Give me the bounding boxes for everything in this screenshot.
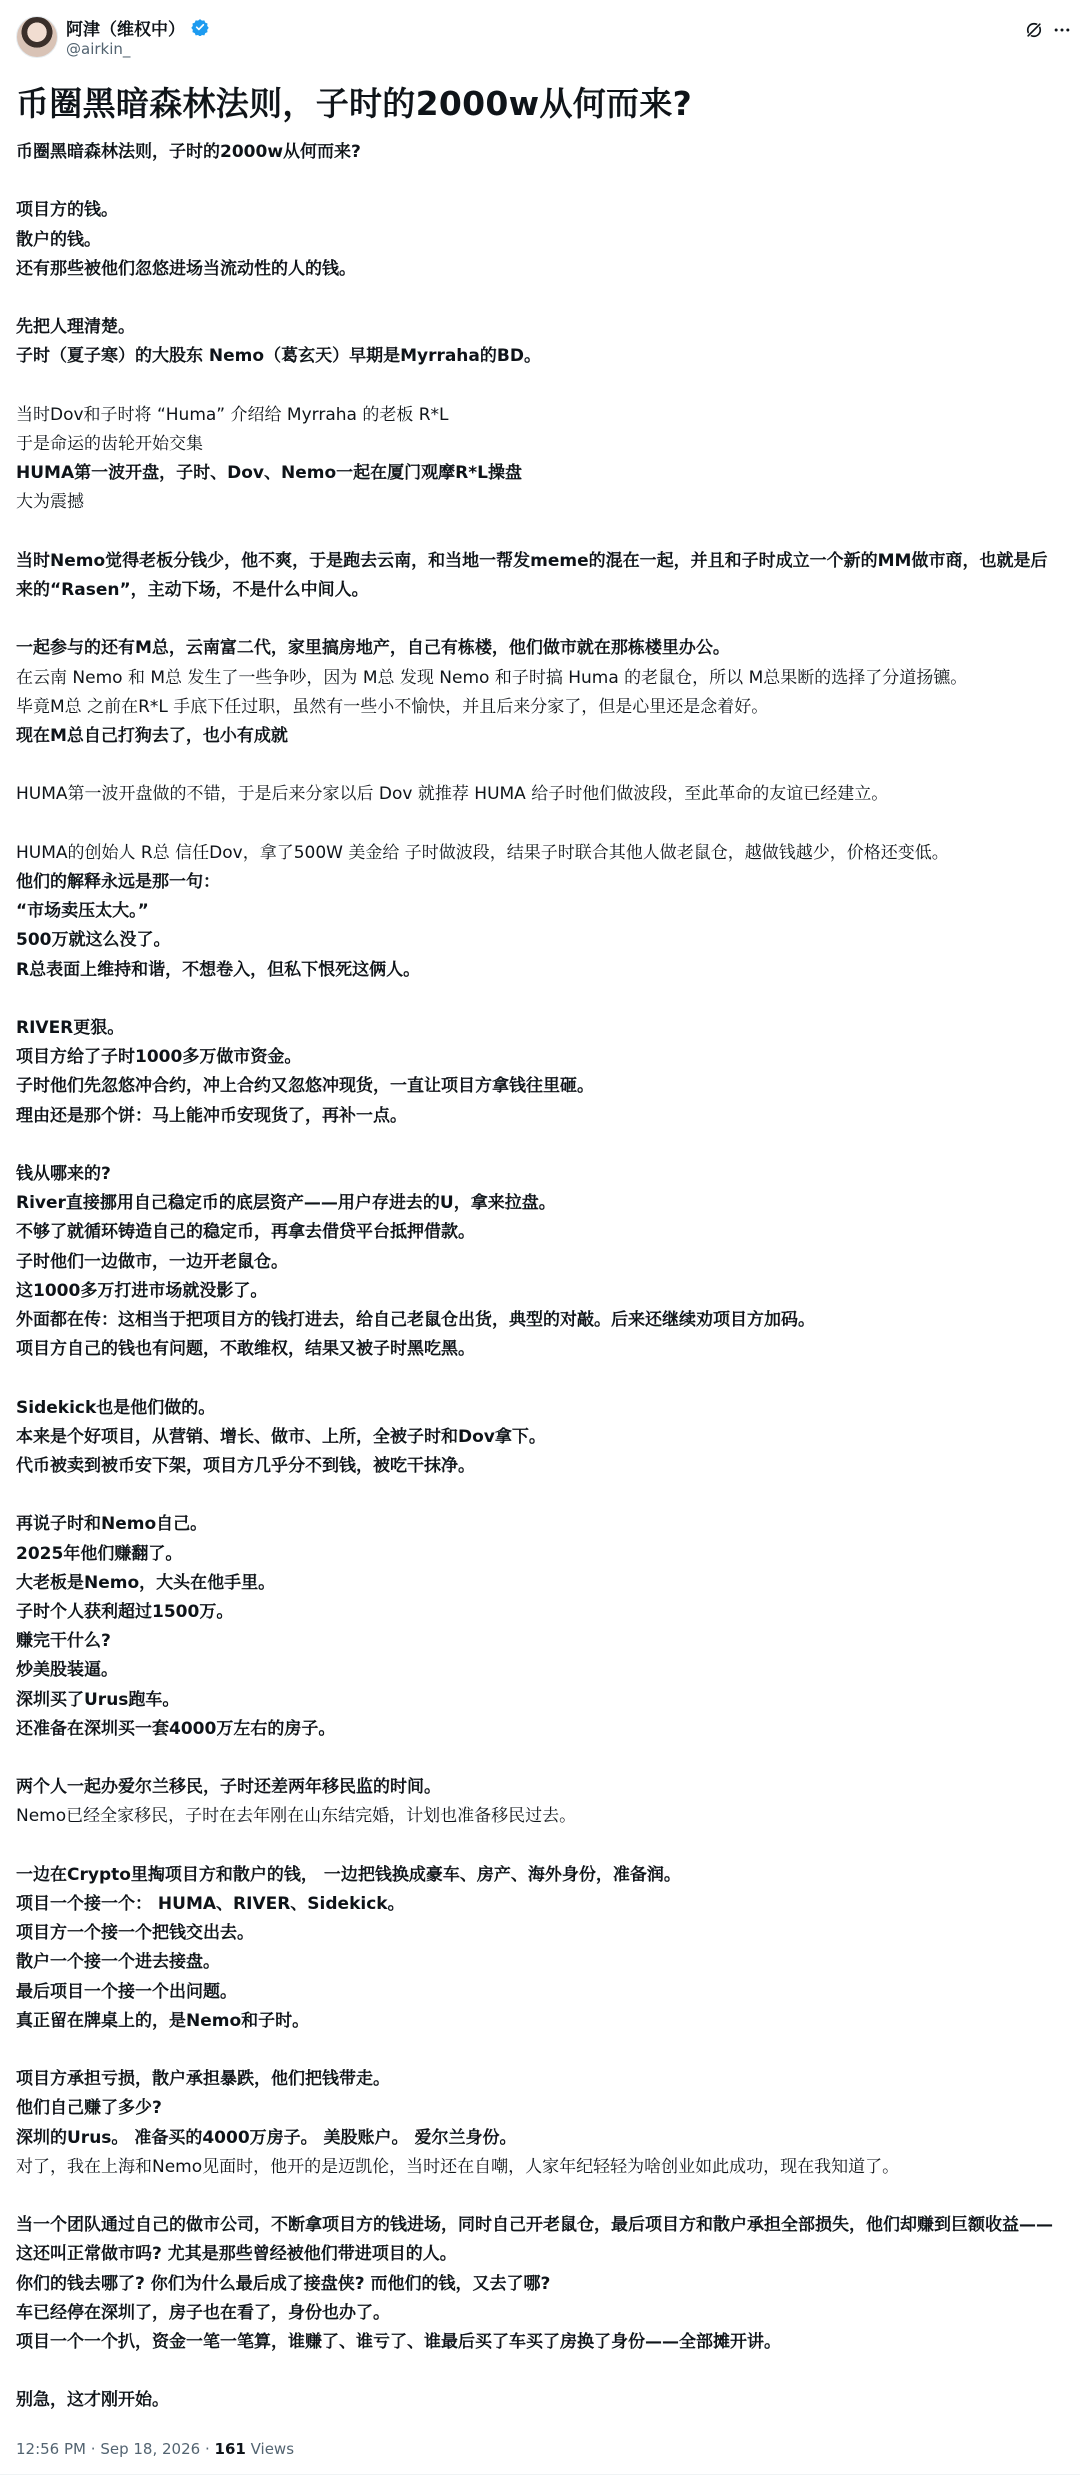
grok-glyph-icon (1024, 20, 1044, 40)
article-line: 钱从哪来的? (16, 1163, 111, 1184)
article-line: 真正留在牌桌上的，是Nemo和子时。 (16, 2010, 310, 2031)
article-line: 当时Nemo觉得老板分钱少，他不爽，于是跑去云南，和当地一帮发meme的混在一起，并且和子时成立一个新的MM做市商，也就是后来的“Rasen”，主动下场，不是什么中间人。 (16, 550, 1048, 600)
paragraph-gap (16, 2036, 1064, 2065)
article-line: RIVER更狠。 (16, 1017, 125, 1038)
meta-separator: · (204, 2440, 210, 2458)
article-line: 本来是个好项目，从营销、增长、做市、上所，全被子时和Dov拿下。 (16, 1426, 546, 1447)
article-line: 在云南 Nemo 和 M总 发生了一些争吵，因为 M总 发现 Nemo 和子时搞 Huma 的老鼠仓，所以 M总果断的选择了分道扬镳。 (16, 667, 968, 688)
article-line: 项目方一个接一个把钱交出去。 (16, 1923, 254, 1944)
paragraph-gap (16, 810, 1064, 839)
article-line: 子时个人获利超过1500万。 (16, 1601, 234, 1622)
article-line: 炒美股装逼。 (16, 1660, 118, 1681)
article-line: 还准备在深圳买一套4000万左右的房子。 (16, 1718, 336, 1739)
paragraph-gap (16, 1131, 1064, 1160)
article-line: 对了，我在上海和Nemo见面时，他开的是迈凯伦，当时还在自嘲，人家年纪轻轻为啥创业如此成功，现在我知道了。 (16, 2156, 900, 2177)
article-line: 于是命运的齿轮开始交集 (16, 433, 203, 454)
article-line: 散户一个接一个进去接盘。 (16, 1952, 220, 1973)
author-handle[interactable]: @airkin_ (66, 40, 131, 58)
article-line: 外面都在传：这相当于把项目方的钱打进去，给自己老鼠仓出货，典型的对敲。后来还继续劝项目方加码。 (16, 1309, 815, 1330)
article-line: 毕竟M总 之前在R*L 手底下任过职，虽然有一些小不愉快，并且后来分家了，但是心里还是念着好。 (16, 696, 769, 717)
article-line: 车已经停在深圳了，房子也在看了，身份也办了。 (16, 2302, 390, 2323)
article-line: 别急，这才刚开始。 (16, 2390, 169, 2411)
paragraph-gap (16, 518, 1064, 547)
article-line: 项目方给了子时1000多万做市资金。 (16, 1047, 302, 1068)
article-line: HUMA第一波开盘，子时、Dov、Nemo一起在厦门观摩R*L操盘 (16, 463, 522, 484)
paragraph-gap (16, 284, 1064, 313)
article-line: 当一个团队通过自己的做市公司，不断拿项目方的钱进场，同时自己开老鼠仓，最后项目方和散户承担全部损失，他们却赚到巨额收益——这还叫正常做市吗? 尤其是那些曾经被他们带进项目的人。 (16, 2215, 1053, 2265)
paragraph-gap (16, 1364, 1064, 1393)
post-header (0, 0, 1080, 64)
article-line: 2025年他们赚翻了。 (16, 1543, 183, 1564)
article-line: HUMA第一波开盘做的不错，于是后来分家以后 Dov 就推荐 HUMA 给子时他们做波段，至此革命的友谊已经建立。 (16, 784, 889, 805)
article-line: R总表面上维持和谐，不想卷入，但私下恨死这俩人。 (16, 959, 421, 980)
article-line: 你们的钱去哪了? 你们为什么最后成了接盘侠? 而他们的钱，又去了哪? (16, 2273, 551, 2294)
article-line: HUMA的创始人 R总 信任Dov，拿了500W 美金给 子时做波段，结果子时联合其他人做老鼠仓，越做钱越少，价格还变低。 (16, 842, 949, 863)
article-line: 一起参与的还有M总，云南富二代，家里搞房地产，自己有栋楼，他们做市就在那栋楼里办公。 (16, 638, 730, 659)
paragraph-gap (16, 1744, 1064, 1773)
paragraph-gap (16, 1481, 1064, 1510)
article-line: 项目方承担亏损，散户承担暴跌，他们把钱带走。 (16, 2069, 390, 2090)
article-line: 代币被卖到被币安下架，项目方几乎分不到钱，被吃干抹净。 (16, 1455, 475, 1476)
article-line: River直接挪用自己稳定币的底层资产——用户存进去的U，拿来拉盘。 (16, 1193, 556, 1214)
meta-separator: · (90, 2440, 96, 2458)
article-line: 不够了就循环铸造自己的稳定币，再拿去借贷平台抵押借款。 (16, 1222, 475, 1243)
more-options-icon[interactable] (1050, 18, 1074, 42)
article-line: 他们自己赚了多少? (16, 2098, 162, 2119)
article-line: 项目方的钱。 (16, 200, 118, 221)
article-line: 先把人理清楚。 (16, 317, 135, 338)
paragraph-gap (16, 1832, 1064, 1861)
paragraph-gap (16, 2182, 1064, 2211)
views-count[interactable]: 161 (214, 2440, 246, 2458)
grok-icon[interactable] (1022, 18, 1046, 42)
paragraph-gap (16, 985, 1064, 1014)
article-line: 这1000多万打进市场就没影了。 (16, 1280, 268, 1301)
article-line: 项目一个一个扒，资金一笔一笔算，谁赚了、谁亏了、谁最后买了车买了房换了身份——全部摊开讲。 (16, 2332, 781, 2352)
article-line: 币圈黑暗森林法则，子时的2000w从何而来? (16, 142, 361, 162)
article-line: Sidekick也是他们做的。 (16, 1397, 216, 1418)
post-date[interactable]: Sep 18, 2026 (100, 2440, 201, 2458)
post-meta (16, 2440, 294, 2458)
article-line: 大老板是Nemo，大头在他手里。 (16, 1572, 276, 1593)
article-line: 最后项目一个接一个出问题。 (16, 1981, 237, 2002)
views-label: Views (250, 2440, 295, 2458)
article-line: 理由还是那个饼：马上能冲币安现货了，再补一点。 (16, 1105, 407, 1126)
article-line: 深圳买了Urus跑车。 (16, 1689, 180, 1710)
article-line: 一边在Crypto里掏项目方和散户的钱， 一边把钱换成豪车、房产、海外身份，准备润。 (16, 1864, 681, 1885)
author-display-name[interactable]: 阿津（维权中） (66, 19, 185, 40)
paragraph-gap (16, 605, 1064, 634)
article-line: 再说子时和Nemo自己。 (16, 1514, 208, 1535)
article-line: 子时他们先忽悠冲合约，冲上合约又忽悠冲现货，一直让项目方拿钱往里砸。 (16, 1076, 594, 1097)
article-line: 两个人一起办爱尔兰移民，子时还差两年移民监的时间。 (16, 1777, 441, 1798)
article-line: 当时Dov和子时将 “Huma” 介绍给 Myrraha 的老板 R*L (16, 404, 449, 425)
article-line: 500万就这么没了。 (16, 930, 171, 951)
article-line: 深圳的Urus。 准备买的4000万房子。 美股账户。 爱尔兰身份。 (16, 2127, 517, 2148)
article-line: 项目一个接一个： HUMA、RIVER、Sidekick。 (16, 1893, 405, 1914)
divider (0, 2474, 1080, 2475)
paragraph-gap (16, 372, 1064, 401)
post-time[interactable]: 12:56 PM (16, 2440, 86, 2458)
article-line: 还有那些被他们忽悠进场当流动性的人的钱。 (16, 258, 356, 279)
avatar[interactable] (16, 16, 58, 58)
article-line: 项目方自己的钱也有问题，不敢维权，结果又被子时黑吃黑。 (16, 1339, 475, 1360)
article-line: “市场卖压太大。” (16, 901, 149, 922)
author-name-row (66, 16, 209, 38)
article-line: 大为震撼 (16, 492, 84, 513)
article-line: 子时他们一边做市，一边开老鼠仓。 (16, 1251, 288, 1272)
paragraph-gap (16, 167, 1064, 196)
article-line: 他们的解释永远是那一句： (16, 871, 220, 892)
article-title: 币圈黑暗森林法则，子时的2000w从何而来? (16, 84, 693, 123)
article-body (16, 138, 1064, 2416)
verified-badge-icon (191, 18, 209, 36)
ellipsis-icon (1052, 20, 1072, 40)
paragraph-gap (16, 751, 1064, 780)
paragraph-gap (16, 2357, 1064, 2386)
article-line: 子时（夏子寒）的大股东 Nemo（葛玄天）早期是Myrraha的BD。 (16, 346, 541, 367)
article-line: 赚完干什么? (16, 1631, 111, 1652)
article-line: Nemo已经全家移民，子时在去年刚在山东结完婚，计划也准备移民过去。 (16, 1806, 577, 1827)
article-line: 散户的钱。 (16, 229, 101, 250)
article-line: 现在M总自己打狗去了，也小有成就 (16, 725, 288, 746)
